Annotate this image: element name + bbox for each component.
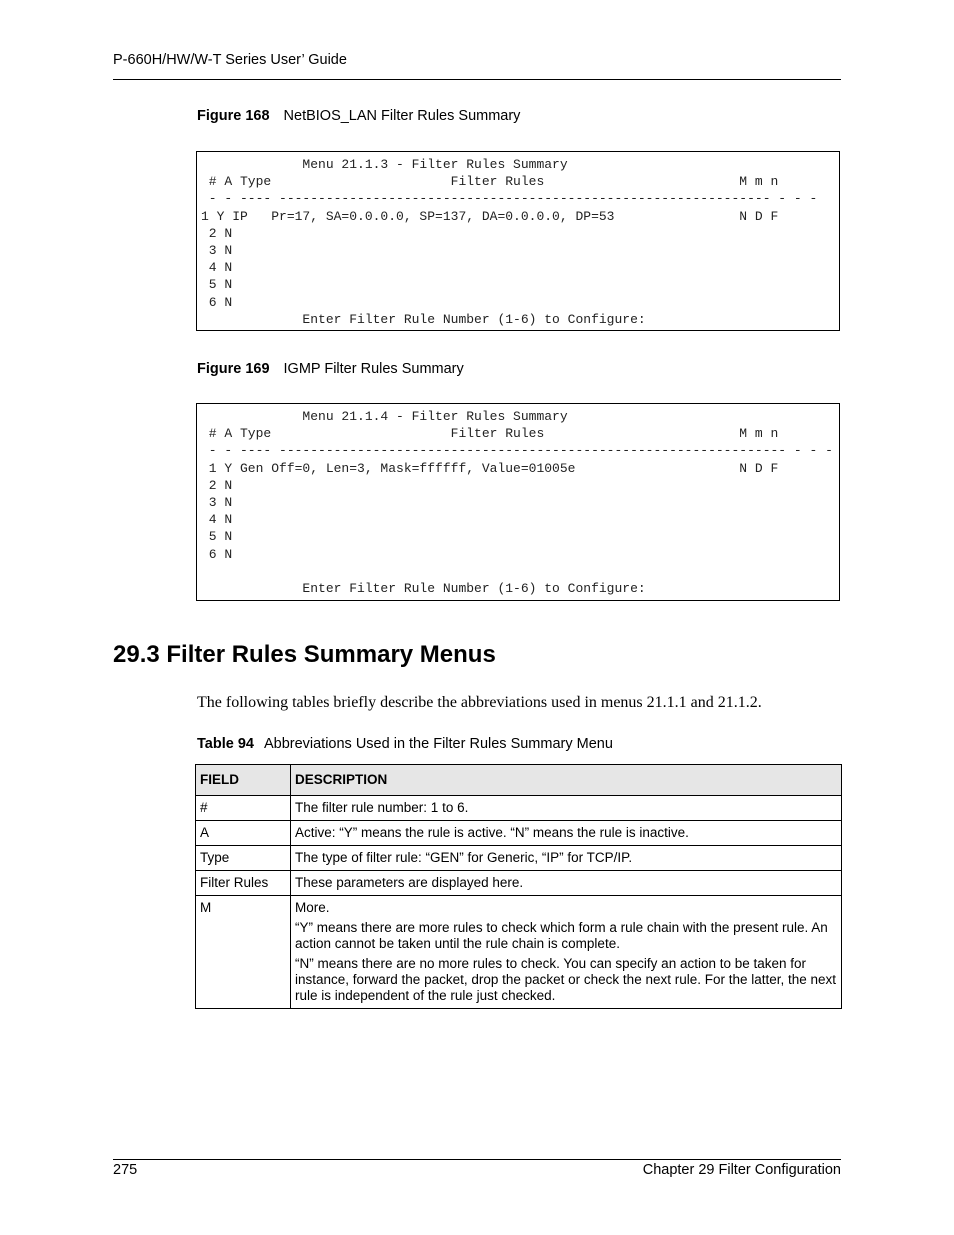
- abbreviations-table: [195, 764, 842, 1009]
- field-cell: Filter Rules: [196, 871, 291, 896]
- description-cell: [291, 846, 842, 871]
- figure-169-label: Figure 169: [197, 361, 270, 377]
- table-94-label: Table 94: [197, 736, 254, 752]
- description-paragraph: “N” means there are no more rules to check. You can specify an action to be taken for instance, forward the packet, drop the packet or check the next rule. For the latter, the next rule is independent of the rule just checked.: [295, 956, 837, 1003]
- field-cell: Type: [196, 846, 291, 871]
- section-intro: The following tables briefly describe the abbreviations used in menus 21.1.1 and 21.1.2.: [197, 694, 762, 711]
- figure-168-title: NetBIOS_LAN Filter Rules Summary: [283, 108, 521, 124]
- field-cell: M: [196, 896, 291, 1009]
- figure-168-caption: [197, 108, 520, 124]
- description-paragraph: More.: [295, 900, 330, 915]
- figure-169-screen: [196, 403, 840, 601]
- description-paragraph: Active: “Y” means the rule is active. “N” means the rule is inactive.: [295, 825, 689, 840]
- table-row: [196, 821, 842, 846]
- figure-169-title: IGMP Filter Rules Summary: [283, 361, 464, 377]
- table-row: [196, 796, 842, 821]
- header-divider: [113, 79, 841, 80]
- table-header-row: [196, 765, 842, 796]
- table-94-title: Abbreviations Used in the Filter Rules Summary Menu: [263, 736, 613, 752]
- table-body: [196, 796, 842, 1009]
- figure-168-label: Figure 168: [197, 108, 270, 124]
- section-heading: 29.3 Filter Rules Summary Menus: [113, 641, 496, 668]
- table-row: [196, 846, 842, 871]
- guide-title: P-660H/HW/W-T Series User’ Guide: [113, 52, 347, 68]
- description-paragraph: The filter rule number: 1 to 6.: [295, 800, 469, 815]
- figure-169-screen-text: Menu 21.1.4 - Filter Rules Summary # A Type Filter Rules M m n - - ---- ----------------------------------------------------------------- - - - 1 Y Gen Off=0, Len=3, Mask=ffffff, Value=01005e N D F 2 N 3 N 4 N 5 N 6 N Enter Filter Rule Number (1-6) to Configure:: [208, 409, 833, 597]
- table-row: [196, 896, 842, 1009]
- page-number: 275: [113, 1162, 138, 1178]
- figure-168-screen: [196, 151, 840, 331]
- figure-168-screen-text: Menu 21.1.3 - Filter Rules Summary # A Type Filter Rules M m n - - ---- --------------------------------------------------------------- - - - 1 Y IP Pr=17, SA=0.0.0.0, SP=137, DA=0.0.0.0, DP=53 N D F 2 N 3 N 4 N 5 N 6 N Enter Filter Rule Number (1-6) to Configure:: [201, 157, 818, 327]
- description-cell: [291, 896, 842, 1009]
- chapter-title: Chapter 29 Filter Configuration: [642, 1162, 841, 1178]
- description-cell: [291, 796, 842, 821]
- table-94-caption: [197, 736, 613, 752]
- description-cell: [291, 821, 842, 846]
- field-column-header: FIELD: [196, 765, 291, 796]
- description-paragraph: The type of filter rule: “GEN” for Generic, “IP” for TCP/IP.: [295, 850, 633, 865]
- table-row: [196, 871, 842, 896]
- description-paragraph: “Y” means there are more rules to check which form a rule chain with the present rule. An action cannot be taken until the rule chain is complete.: [295, 920, 828, 951]
- description-paragraph: These parameters are displayed here.: [295, 875, 524, 890]
- description-column-header: DESCRIPTION: [291, 765, 842, 796]
- field-cell: #: [196, 796, 291, 821]
- field-cell: A: [196, 821, 291, 846]
- figure-169-caption: [197, 361, 464, 377]
- footer-divider: [113, 1159, 841, 1160]
- description-cell: [291, 871, 842, 896]
